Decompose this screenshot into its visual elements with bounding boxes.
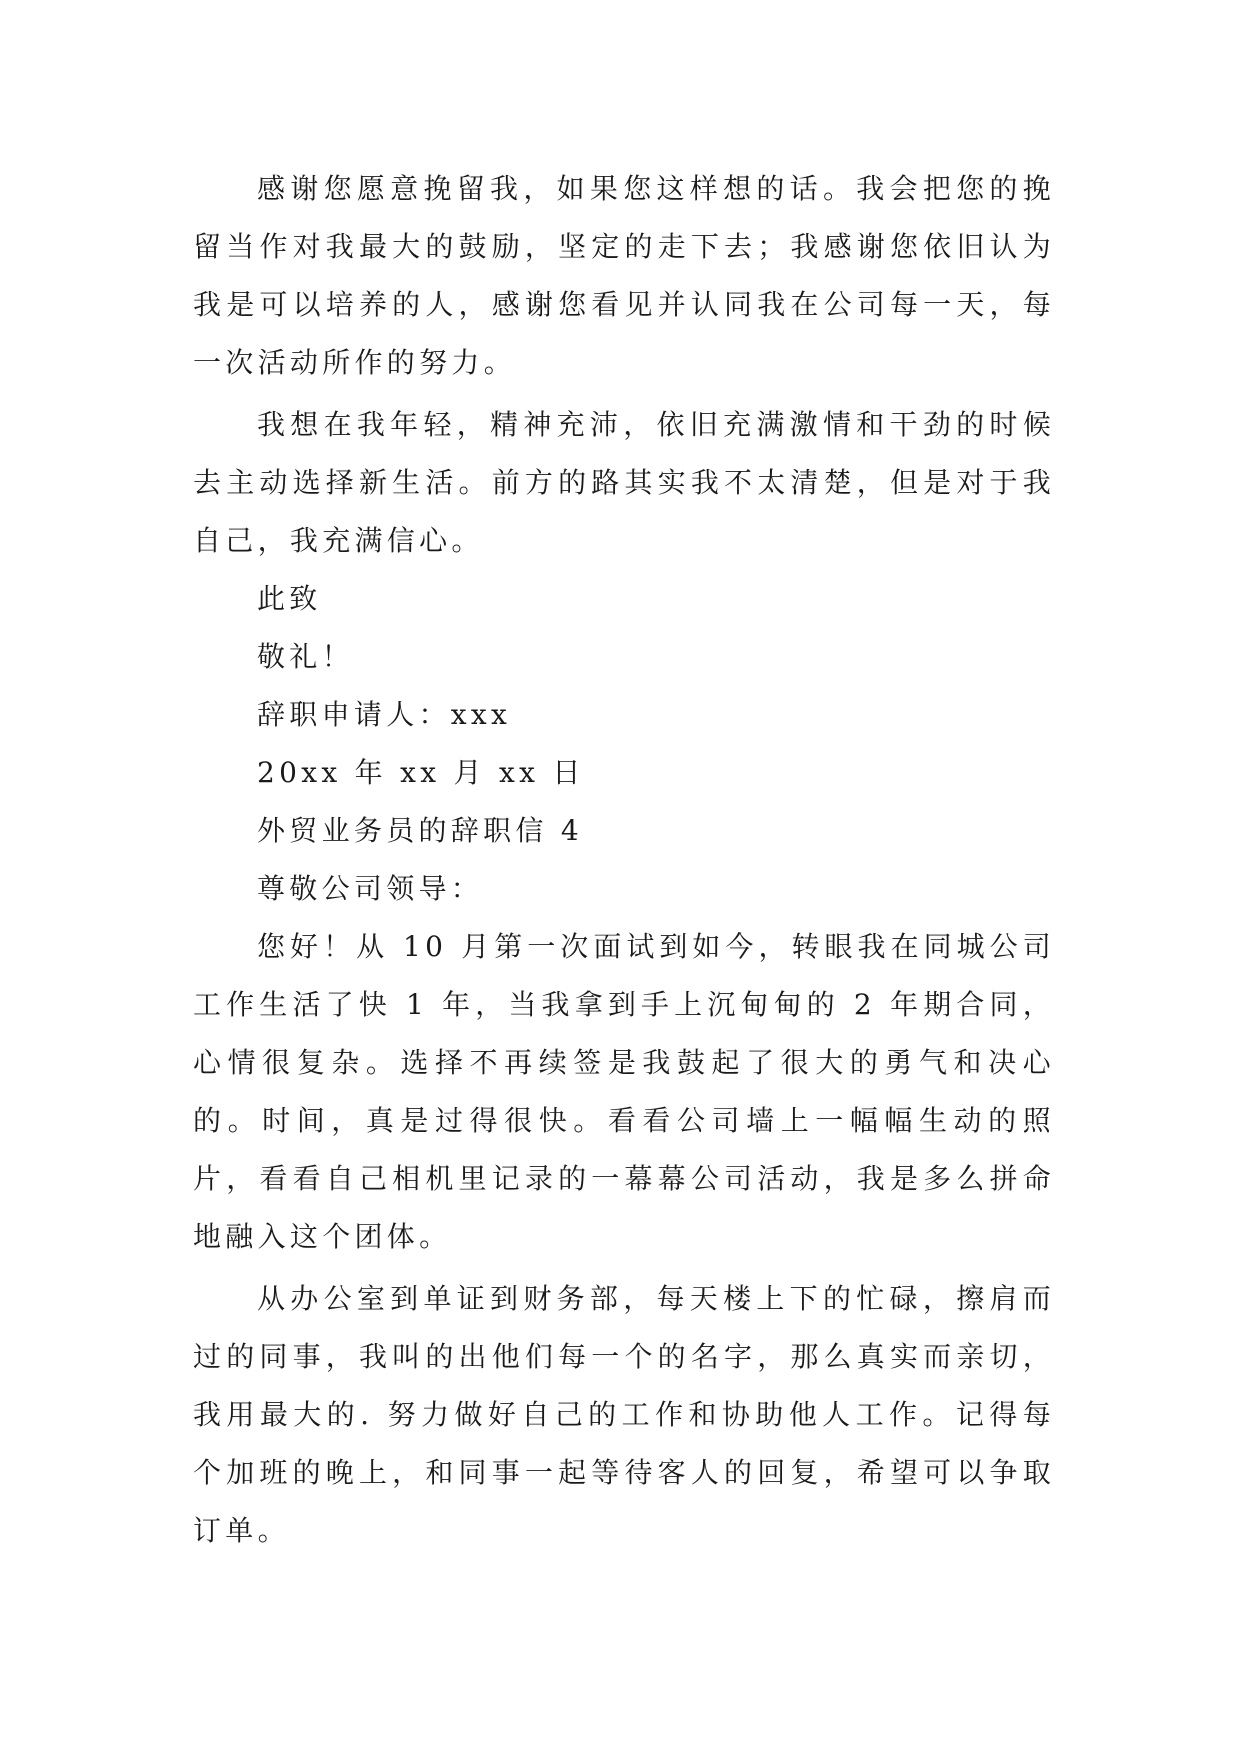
paragraph-thanks: 感谢您愿意挽留我，如果您这样想的话。我会把您的挽留当作对我最大的鼓励，坚定的走下去；我感谢您依旧认为我是可以培养的人，感谢您看见并认同我在公司每一天，每一次活动所作的努力。 xyxy=(193,172,1055,379)
paragraph-new-life: 我想在我年轻，精神充沛，依旧充满激情和干劲的时候去主动选择新生活。前方的路其实我不太清楚，但是对于我自己，我充满信心。 xyxy=(193,408,1055,557)
paragraph-intro: 您好！从 10 月第一次面试到如今，转眼我在同城公司工作生活了快 1 年，当我拿到手上沉甸甸的 2 年期合同，心情很复杂。选择不再续签是我鼓起了很大的勇气和决心的。时间，真是过得很快。看看公司墙上一幅幅生动的照片，看看自己相机里记录的一幕幕公司活动，我是多么拼命地融入这个团体。 xyxy=(193,930,1055,1253)
closing-regards: 敬礼！ xyxy=(257,640,354,673)
paragraph-colleagues: 从办公室到单证到财务部，每天楼上下的忙碌，擦肩而过的同事，我叫的出他们每一个的名字，那么真实而亲切，我用最大的. 努力做好自己的工作和协助他人工作。记得每个加班的晚上，和同事一起等待客人的回复，希望可以争取订单。 xyxy=(193,1282,1055,1547)
closing-salutation: 此致 xyxy=(257,582,322,615)
document-body xyxy=(193,160,1055,1560)
letter-greeting: 尊敬公司领导： xyxy=(257,872,484,905)
signature-applicant: 辞职申请人：xxx xyxy=(257,698,512,731)
letter-heading: 外贸业务员的辞职信 4 xyxy=(257,814,584,847)
signature-date: 20xx 年 xx 月 xx 日 xyxy=(257,756,585,789)
